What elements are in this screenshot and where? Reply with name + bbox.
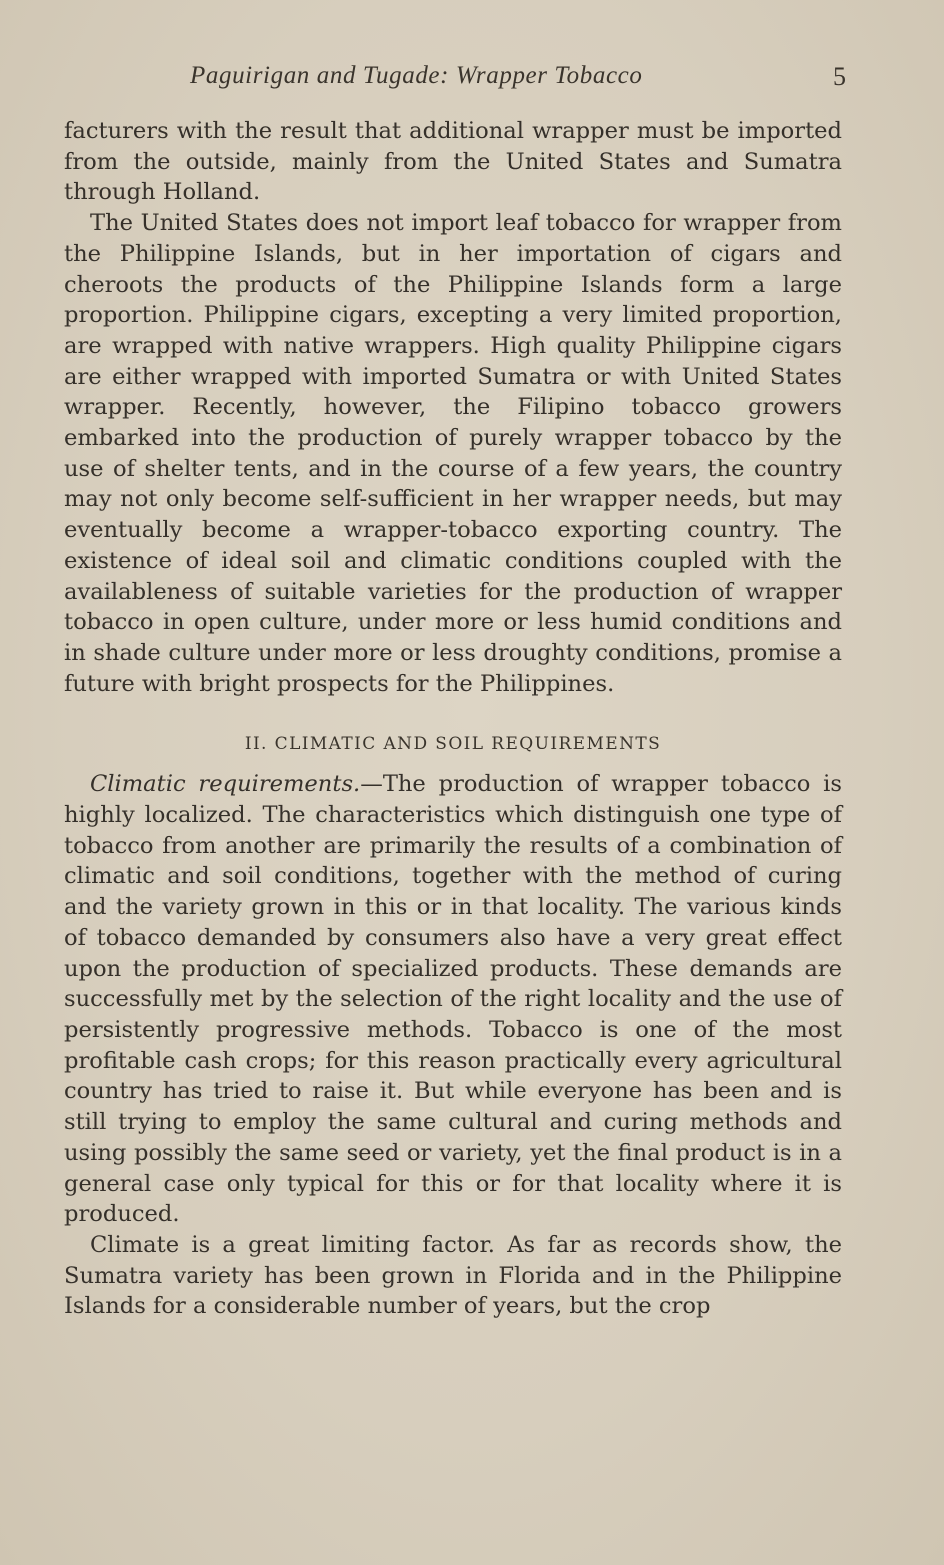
paragraph-us-imports: The United States does not import leaf tobacco for wrapper from the Philippine Islands, but in her importation of cigars and cheroots the products of the Philippine Islands form a large proportion. Philippine cigars, excepting a very limited proportion, are wrapped with native wrappers. High quality Philippine cigars are either wrapped with imported Sumatra or with United States wrapper. Recently, however, the Filipino tobacco growers embarked into the production of purely wrapper tobacco by the use of shelter tents, and in the course of a few years, the country may not only become self-sufficient in her wrapper needs, but may eventually become a wrapper-tobacco exporting country. The existence of ideal soil and climatic conditions coupled with the availableness of suitable varieties for the production of wrapper tobacco in open culture, under more or less humid conditions and in shade culture under more or less droughty conditions, promise a future with bright prospects for the Philippines. bbox=[64, 210, 842, 697]
body-text bbox=[64, 116, 842, 1322]
running-header bbox=[64, 62, 846, 96]
paragraph-lead-italic: Climatic requirements. bbox=[90, 771, 361, 798]
paragraph-climate-limiting: Climate is a great limiting factor. As far as records show, the Sumatra variety has been grown in Florida and in the Philippine Islands for a considerable number of years, but the crop bbox=[64, 1231, 842, 1320]
paragraph-climatic-requirements bbox=[64, 769, 842, 1230]
paragraph-lead-rest: —The production of wrapper tobacco is highly localized. The characteristics which distinguish one type of tobacco from another are primarily the results of a combination of climatic and soil conditions, together with the method of curing and the variety grown in this or in that locality. The various kinds of tobacco demanded by consumers also have a very great effect upon the production of specialized products. These demands are successfully met by the selection of the right locality and the use of persistently progressive methods. Tobacco is one of the most profitable cash crops; for this reason practically every agricultural country has tried to raise it. But while everyone has been and is still trying to employ the same cultural and curing methods and using possibly the same seed or variety, yet the final product is in a general case only typical for this or for that locality where it is produced. bbox=[64, 771, 842, 1228]
section-heading: II. CLIMATIC AND SOIL REQUIREMENTS bbox=[244, 734, 662, 755]
running-title: Paguirigan and Tugade: Wrapper Tobacco bbox=[190, 62, 643, 89]
page-number: 5 bbox=[833, 62, 846, 91]
paragraph-continuation: facturers with the result that additional wrapper must be imported from the outside, mainly from the United States and Sumatra through Holland. bbox=[64, 118, 842, 206]
